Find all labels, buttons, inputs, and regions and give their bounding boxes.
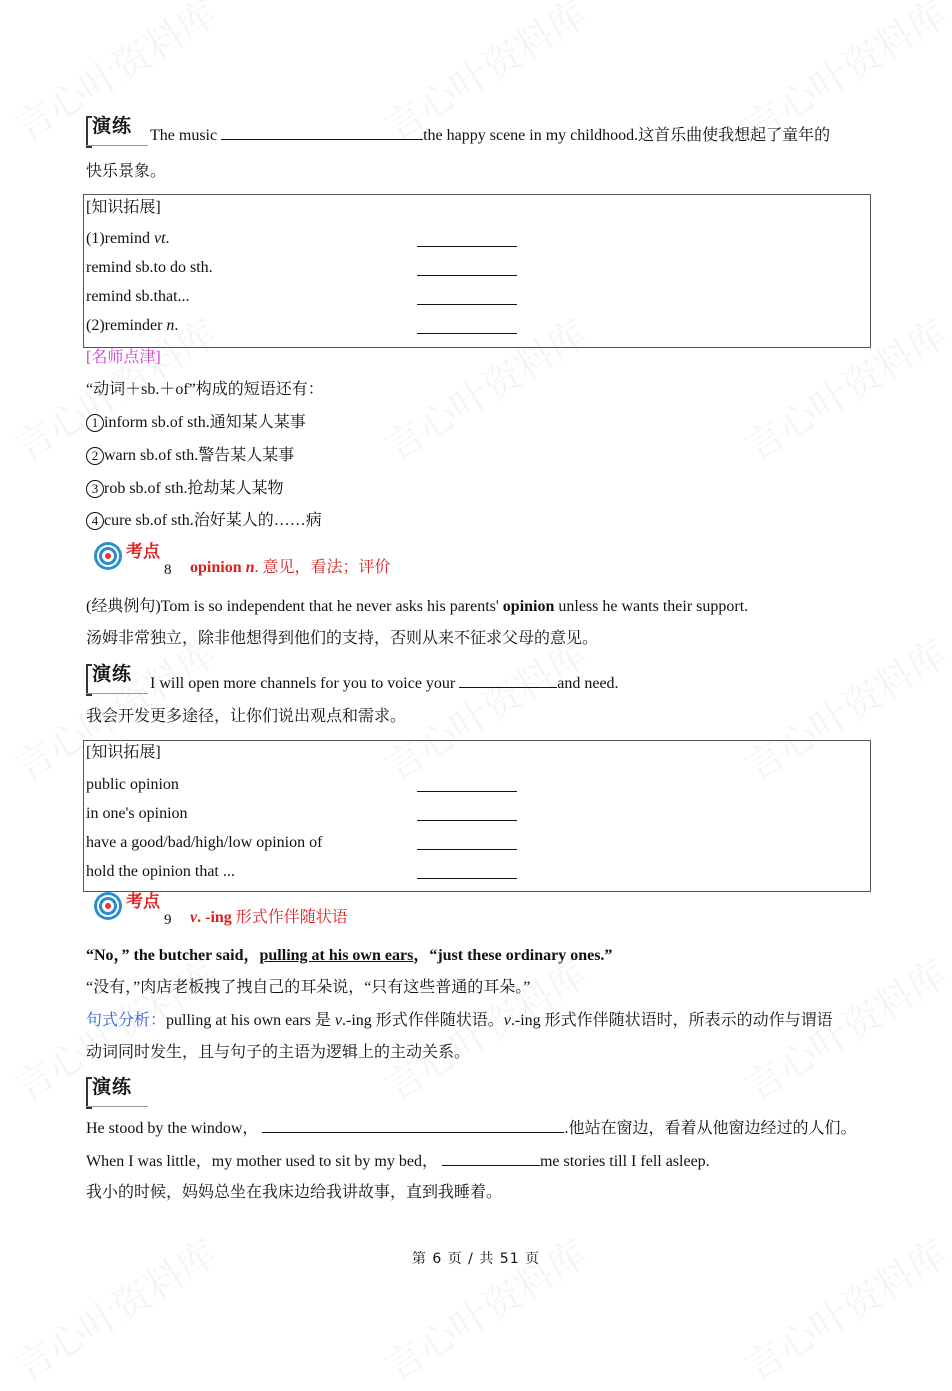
page-footer: 第 6 页 / 共 51 页: [411, 1251, 541, 1267]
box-row: in one's opinion: [86, 805, 188, 822]
box-row: remind sb.that...: [86, 288, 190, 305]
tips-title: [名师点津]: [86, 349, 161, 366]
answer-blank[interactable]: [417, 246, 517, 247]
answer-blank[interactable]: [417, 333, 517, 334]
exercise-3-2: When I was little，my mother used to sit by my bed， me stories till I fell asleep.: [86, 1153, 710, 1170]
knowledge-box-2: [83, 740, 871, 892]
ex1-continued: 快乐景象。: [86, 163, 167, 180]
sentence-analysis-cont: 动词同时发生，且与句子的主语为逻辑上的主动关系。: [86, 1044, 471, 1061]
target-icon: 考点 9: [88, 892, 166, 926]
exercise-2: 演练 I will open more channels for you to voice your and need.: [86, 664, 619, 694]
point-9-heading: 考点 9 v. -ing 形式作伴随状语: [88, 892, 348, 928]
ex1-text: the happy scene in my childhood.这首乐曲使我想起了童年的: [423, 127, 831, 144]
practice-badge: 演练: [86, 116, 148, 146]
answer-blank[interactable]: [417, 304, 517, 305]
tips-item: 4 cure sb.of sth.治好某人的……病: [86, 511, 322, 531]
practice-badge: 演练: [86, 664, 148, 694]
point-9-example-cn: “没有，”肉店老板拽了拽自己的耳朵说，“只有这些普通的耳朵。”: [86, 979, 531, 996]
answer-blank[interactable]: [417, 275, 517, 276]
box-row: public opinion: [86, 776, 179, 793]
box-row: remind sb.to do sth.: [86, 259, 213, 276]
tips-item: 3 rob sb.of sth.抢劫某人某物: [86, 479, 284, 499]
tips-item: 1 inform sb.of sth.通知某人某事: [86, 413, 306, 433]
practice-badge-3: [86, 1077, 150, 1107]
box-title: [知识拓展]: [86, 199, 161, 216]
answer-blank[interactable]: [442, 1151, 540, 1166]
box-row: (2)reminder n.: [86, 317, 179, 334]
exercise-3-1: He stood by the window， .他站在窗边，看着从他窗边经过的人们。: [86, 1120, 857, 1137]
practice-badge: 演练: [86, 1077, 148, 1107]
point-8-example: (经典例句)Tom is so independent that he never asks his parents' opinion unless he wants their support.: [86, 598, 749, 615]
answer-blank[interactable]: [417, 791, 517, 792]
tips-item: 2 warn sb.of sth.警告某人某事: [86, 446, 294, 466]
box-row: (1)remind vt.: [86, 230, 170, 247]
ex1-text: The music: [150, 127, 218, 144]
box-row: hold the opinion that ...: [86, 863, 235, 880]
answer-blank[interactable]: [417, 878, 517, 879]
answer-blank[interactable]: [221, 125, 423, 140]
box-row: have a good/bad/high/low opinion of: [86, 834, 323, 851]
exercise-1: [86, 116, 830, 146]
point-8-heading: 考点 8 opinion n. 意见，看法；评价: [88, 542, 391, 578]
box-title: [知识拓展]: [86, 744, 161, 761]
answer-blank[interactable]: [459, 673, 557, 688]
point-8-example-cn: 汤姆非常独立，除非他想得到他们的支持，否则从来不征求父母的意见。: [86, 630, 599, 647]
point-9-example: “No，” the butcher said，pulling at his own ears，“just these ordinary ones.”: [86, 947, 613, 964]
answer-blank[interactable]: [262, 1118, 564, 1133]
tips-intro: “动词＋sb.＋of”构成的短语还有：: [86, 381, 324, 398]
sentence-analysis: 句式分析：pulling at his own ears 是 v.-ing 形式作伴随状语。v.-ing 形式作伴随状语时，所表示的动作与谓语: [86, 1012, 833, 1029]
target-icon: 考点 8: [88, 542, 166, 576]
ex2-cn: 我会开发更多途径，让你们说出观点和需求。: [86, 708, 407, 725]
exercise-3-2-cn: 我小的时候，妈妈总坐在我床边给我讲故事，直到我睡着。: [86, 1184, 503, 1201]
knowledge-box-1: [83, 194, 871, 348]
answer-blank[interactable]: [417, 820, 517, 821]
answer-blank[interactable]: [417, 849, 517, 850]
